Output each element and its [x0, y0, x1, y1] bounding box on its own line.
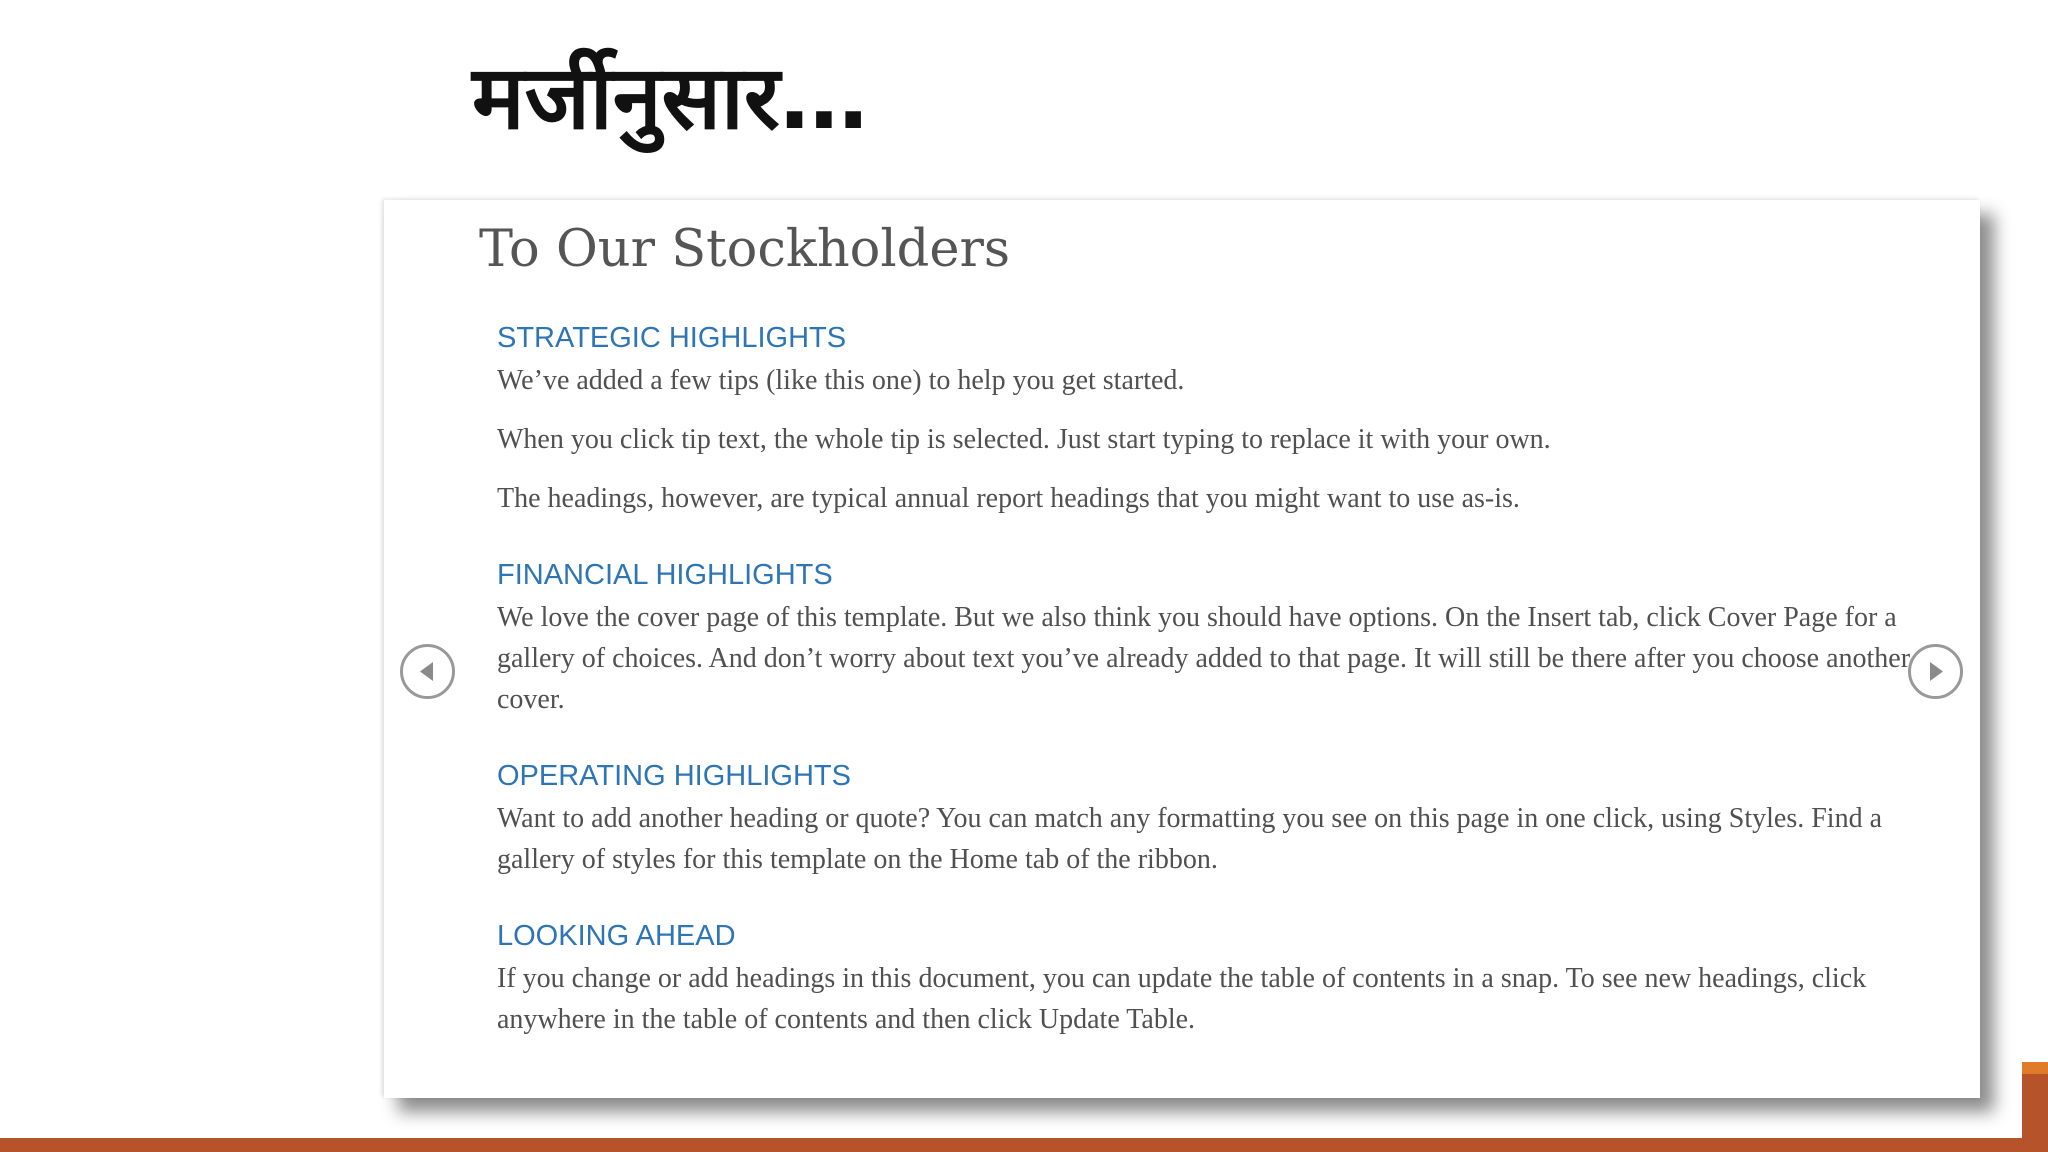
- paragraph: When you click tip text, the whole tip is selected. Just start typing to replace it with your own.: [497, 424, 1551, 455]
- section-heading: LOOKING AHEAD: [497, 920, 736, 952]
- section-looking-ahead: [497, 916, 1937, 1040]
- paragraph: We’ve added a few tips (like this one) to help you get started.: [497, 365, 1185, 396]
- section-financial-highlights: [497, 555, 1937, 720]
- section-operating-highlights: [497, 756, 1937, 880]
- document-heading: To Our Stockholders: [479, 220, 1011, 279]
- section-strategic-highlights: [497, 318, 1937, 519]
- document-body: [497, 318, 1937, 1076]
- document-preview: [384, 200, 1980, 1098]
- slide-title: मर्जीनुसार…: [472, 46, 868, 149]
- paragraph: Want to add another heading or quote? You can match any formatting you see on this page in one click, using Styles. Find a gallery of styles for this template on the Home tab of the ribbon.: [497, 803, 1883, 875]
- paragraph: The headings, however, are typical annual report headings that you might want to use as-is.: [497, 483, 1520, 514]
- corner-accent-highlight: [2022, 1062, 2048, 1074]
- play-right-icon: [1911, 647, 1960, 696]
- play-left-icon: [403, 647, 452, 696]
- previous-button[interactable]: [400, 644, 455, 699]
- section-heading: OPERATING HIGHLIGHTS: [497, 760, 851, 792]
- section-heading: STRATEGIC HIGHLIGHTS: [497, 322, 847, 354]
- paragraph: If you change or add headings in this document, you can update the table of contents in a snap. To see new headings, click anywhere in the table of contents and then click Update Table.: [497, 963, 1867, 1035]
- next-button[interactable]: [1908, 644, 1963, 699]
- section-heading: FINANCIAL HIGHLIGHTS: [497, 559, 833, 591]
- bottom-accent-bar: [0, 1138, 2048, 1152]
- paragraph: We love the cover page of this template. But we also think you should have options. On the Insert tab, click Cover Page for a gallery of choices. And don’t worry about text you’ve already added to that page. It will still be there after you choose another cover.: [497, 602, 1911, 715]
